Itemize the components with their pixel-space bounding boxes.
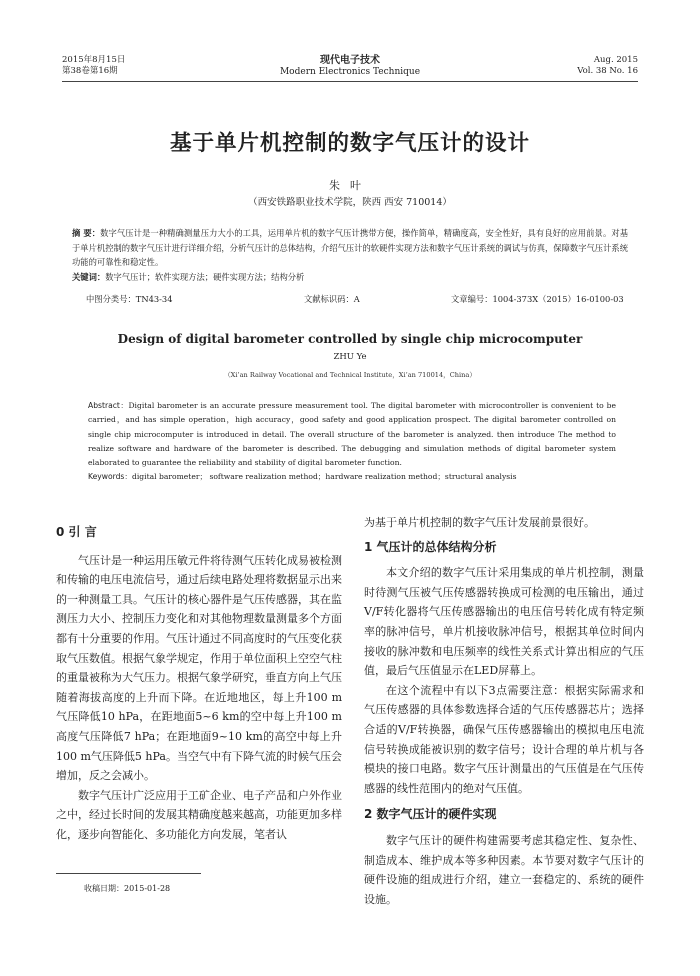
header-volume-en: Vol. 38 No. 16 xyxy=(577,66,638,76)
section-0-paragraph-1: 气压计是一种运用压敏元件将待测气压转化成易被检测和传输的电压电流信号，通过后续电路处理将数据显示出来的一种测量工具。气压计的核心器件是气压传感器，其在监测压力大小、控制压力变化和对其他物理数量测量多个方面都有十分重要的作用。气压计通过不同高度时的气压变化获取气压数值。根据气象学规定，作用于单位面积上空空气柱的重量被称为大气压力。根据气象学研究，垂直方向上气压随着海拔高度的上升而下降。在近地地区，每上升100 m气压降低10 hPa，在距地面5~6 km的空中每上升100 m高度气压降低7 hPa；在距地面9~10 km的高空中每上升100 m气压降低5 hPa。当空气中有下降气流的时候气压会增加，反之会减小。 xyxy=(56,553,342,783)
keywords-cn xyxy=(72,270,628,285)
keywords-cn-text: 数字气压计；软件实现方法；硬件实现方法；结构分析 xyxy=(105,272,305,283)
header-date: 2015年8月15日 xyxy=(62,55,126,65)
section-2-heading: 2 数字气压计的硬件实现 xyxy=(364,807,497,822)
abstract-cn-body xyxy=(72,226,628,270)
section-1-paragraph-1: 本文介绍的数字气压计采用集成的单片机控制，测量时待测气压被气压传感器转换成可检测的电压输出，通过V/F转化器将气压传感器输出的电压信号转化成有特定频率的脉冲信号，单片机接收脉冲信号，根据其单位时间内接收的脉冲数和电压频率的线性关系式计算出相应的气压值，最后气压值显示在LED屏幕上。 xyxy=(364,566,644,678)
header-right xyxy=(577,55,638,77)
paper-title: 基于单片机控制的数字气压计的设计 xyxy=(169,131,530,156)
header-month-en: Aug. 2015 xyxy=(593,55,638,65)
abstract-cn-text: 数字气压计是一种精确测量压力大小的工具，运用单片机的数字气压计携带方便，操作简单，精确度高，安全性好，具有良好的应用前景。对基于单片机控制的数字气压计进行详细介绍，分析气压计的总体结构，介绍气压计的软硬件实现方法和数字气压计系统的调试与仿真，保障数字气压计系统功能的可靠性和稳定性。 xyxy=(72,228,629,268)
abstract-cn-label: 摘 要： xyxy=(72,228,101,238)
section-0-heading: 0 引 言 xyxy=(56,525,97,539)
abstract-en xyxy=(88,399,616,485)
keywords-en-label: Keywords： xyxy=(88,472,132,482)
keywords-en-text: digital barometer； software realization method；hardware realization method；structural analysis xyxy=(131,472,517,482)
received-date-footnote: 收稿日期：2015-01-28 xyxy=(84,884,171,893)
header-volume-cn: 第38卷第16期 xyxy=(62,66,118,76)
abstract-en-label: Abstract： xyxy=(88,401,129,410)
keywords-en xyxy=(88,470,616,484)
paper-author: 朱叶 xyxy=(329,179,371,192)
english-author: ZHU Ye xyxy=(333,352,367,362)
abstract-en-text: Digital barometer is an accurate pressure measurement tool. The digital barometer with microcontroller is convenient to be carried，and has simple operation，high accuracy，good safety and good application prospect. The digital barometer controlled on single chip microcomputer is introduced in detail. The overall structure of the barometer is analyzed. then introduce The method to realize software and hardware of the barometer is described. The debugging and simulation methods of digital barometer system elaborated to guarantee the reliability and stability of digital barometer function. xyxy=(88,401,616,468)
footnote-rule xyxy=(56,873,201,874)
section-0-paragraph-2-cont: 为基于单片机控制的数字气压计发展前景很好。 xyxy=(364,516,595,529)
keywords-cn-label: 关键词： xyxy=(72,272,106,283)
section-0-paragraph-2: 数字气压计广泛应用于工矿企业、电子产品和户外作业之中，经过长时间的发展其精确度越来越高，功能更加多样化，逐步向智能化、多功能化方向发展，笔者认 xyxy=(56,788,342,841)
abstract-en-body xyxy=(88,399,616,470)
classification-row xyxy=(86,293,628,307)
document-code: 文献标识码：A xyxy=(304,294,360,304)
journal-name-cn: 现代电子技术 xyxy=(320,55,380,66)
running-header xyxy=(62,55,638,82)
section-1-heading: 1 气压计的总体结构分析 xyxy=(364,539,497,554)
english-title: Design of digital barometer controlled by single chip microcomputer xyxy=(117,332,583,346)
journal-name-en: Modern Electronics Technique xyxy=(279,67,421,77)
left-column xyxy=(56,523,342,845)
abstract-cn xyxy=(72,226,628,285)
section-2-paragraph-1: 数字气压计的硬件构建需要考虑其稳定性、复杂性、制造成本、维护成本等多种因素。本节要对数字气压计的硬件设施的组成进行介绍，建立一套稳定的、系统的硬件设施。 xyxy=(364,833,644,906)
header-center xyxy=(62,55,638,78)
section-1-paragraph-2: 在这个流程中有以下3点需要注意：根据实际需求和气压传感器的具体参数选择合适的气压传感器芯片；选择合适的V/F转换器，确保气压传感器输出的模拟电压电流信号转换成能被识别的数字信号；设计合理的单片机与各模块的接口电路。数字气压计测量出的气压值是在气压传感器的线性范围内的绝对气压值。 xyxy=(364,683,644,795)
clc-number: 中图分类号：TN43-34 xyxy=(86,294,173,304)
paper-affiliation: （西安铁路职业技术学院，陕西 西安 710014） xyxy=(248,197,452,208)
english-affiliation: （Xi’an Railway Vocational and Technical Institute，Xi’an 710014，China） xyxy=(224,371,476,379)
right-column xyxy=(364,513,644,909)
article-number: 文章编号：1004-373X（2015）16-0100-03 xyxy=(451,294,624,304)
